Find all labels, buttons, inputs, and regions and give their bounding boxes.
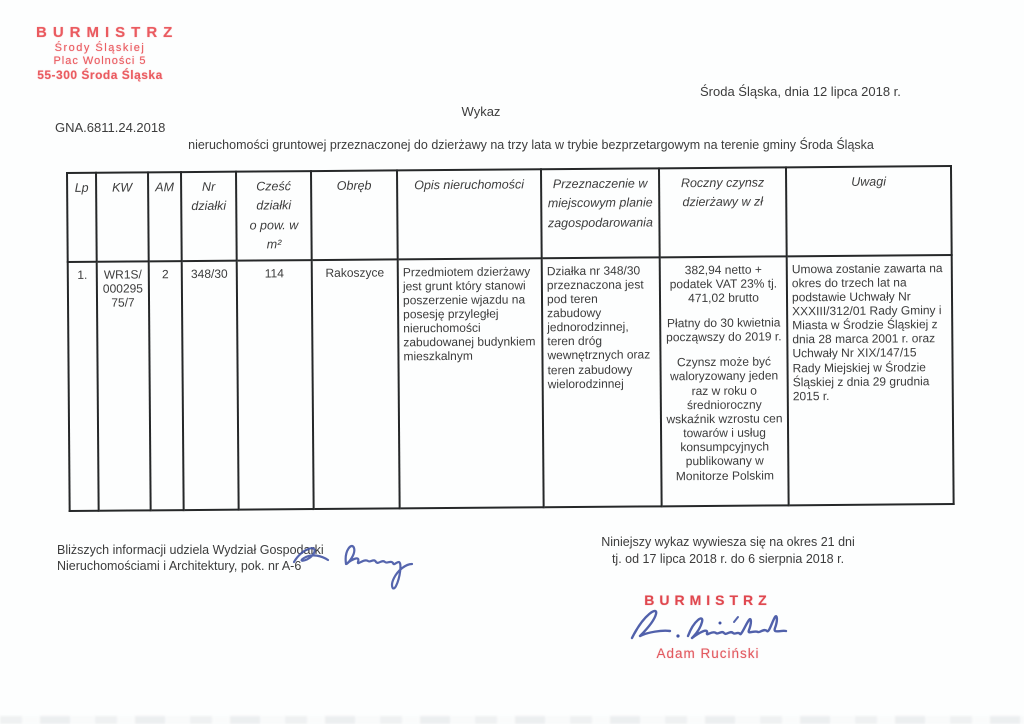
stamp-line4: 55-300 Środa Śląska — [37, 67, 163, 82]
posting-period-line2: tj. od 17 lipca 2018 r. do 6 sierpnia 2018 r. — [611, 551, 845, 566]
document-date: Środa Śląska, dnia 12 lipca 2018 r. — [700, 84, 901, 99]
mayor-handwritten-signature — [610, 602, 810, 648]
contact-info-line1: Bliższych informacji udziela Wydział Gospodarki — [57, 543, 324, 557]
property-lease-table — [66, 165, 953, 511]
contact-info — [57, 543, 324, 574]
stamp-line2: Środy Śląskiej — [54, 42, 146, 55]
posting-period-notice — [563, 534, 893, 568]
col-header-uwagi: Uwagi — [786, 166, 952, 256]
col-header-nr-dzialki: Nr działki — [181, 172, 237, 261]
col-header-czynsz: Roczny czynsz dzierżawy w zł — [659, 167, 787, 256]
cell-uwagi: Umowa zostanie zawarta na okres do trzech lat na podstawie Uchwały Nr XXXIII/312/01 Rady Gminy i Miasta w Środzie Śląskiej z dnia 28 marca 2001 r. oraz Uchwały Nr XIX/147/15 Rady Miejskiej w Środzie Śląskiej z dnia 29 grudnia 2015 r. — [787, 255, 954, 505]
czynsz-paragraph-3: Czynsz może być waloryzowany jeden raz w roku o średnioroczny wskaźnik wzrostu cen towarów i usług konsumpcyjnych publikowany w Monitorze Polskim — [666, 354, 783, 483]
col-header-am: AM — [148, 172, 182, 261]
office-address-stamp — [36, 24, 179, 82]
cell-am: 2 — [149, 261, 184, 510]
cell-przeznaczenie: Działka nr 348/30 przeznaczona jest pod teren zabudowy jednorodzinnej, teren dróg wewnętrznych oraz teren zabudowy wielorodzinnej — [542, 257, 662, 507]
czynsz-paragraph-1: 382,94 netto + podatek VAT 23% tj. 471,02 brutto — [669, 262, 778, 305]
col-header-kw: KW — [96, 172, 149, 261]
cell-kw: WR1S/ 000295 75/7 — [97, 261, 151, 510]
reference-number: GNA.6811.24.2018 — [55, 120, 166, 135]
col-header-opis: Opis nieruchomości — [397, 169, 542, 259]
cell-lp: 1. — [68, 261, 99, 510]
handwritten-paraph-scribble — [288, 534, 428, 600]
cell-czynsz — [660, 256, 789, 506]
col-header-czesc-dzialki: Cześć działki o pow. w m² — [236, 171, 312, 260]
document-subtitle: nieruchomości gruntowej przeznaczonej do dzierżawy na trzy lata w trybie bezprzetargowym na terenie gminy Środa Śląska — [188, 138, 874, 152]
table-row — [68, 255, 954, 511]
stamp-line3: Plac Wolności 5 — [53, 54, 147, 67]
contact-info-line2: Nieruchomościami i Architektury, pok. nr A-6 — [57, 558, 302, 573]
col-header-lp: Lp — [67, 173, 97, 262]
table-header-row — [67, 166, 952, 261]
czynsz-paragraph-2: Płatny do 30 kwietnia począwszy do 2019 r. — [666, 315, 782, 345]
cell-nr-dzialki: 348/30 — [182, 260, 239, 509]
cell-czesc-dzialki: 114 — [237, 260, 314, 510]
mayor-name: Adam Ruciński — [656, 646, 760, 661]
mayor-stamp-title: BURMISTRZ — [644, 592, 772, 608]
document-title: Wykaz — [461, 104, 501, 119]
cell-opis: Przedmiotem dzierżawy jest grunt który stanowi poszerzenie wjazdu na posesję przyległej nieruchomości zabudowanej budynkiem mieszkalnym — [398, 258, 544, 508]
stamp-title-text: BURMISTRZ — [36, 24, 179, 41]
col-header-obreb: Obręb — [311, 170, 398, 259]
cell-obreb: Rakoszyce — [312, 259, 400, 509]
col-header-przeznaczenie: Przeznaczenie w miejscowym planie zagospodarowania — [541, 168, 660, 257]
posting-period-line1: Niniejszy wykaz wywiesza się na okres 21 dni — [601, 535, 855, 549]
